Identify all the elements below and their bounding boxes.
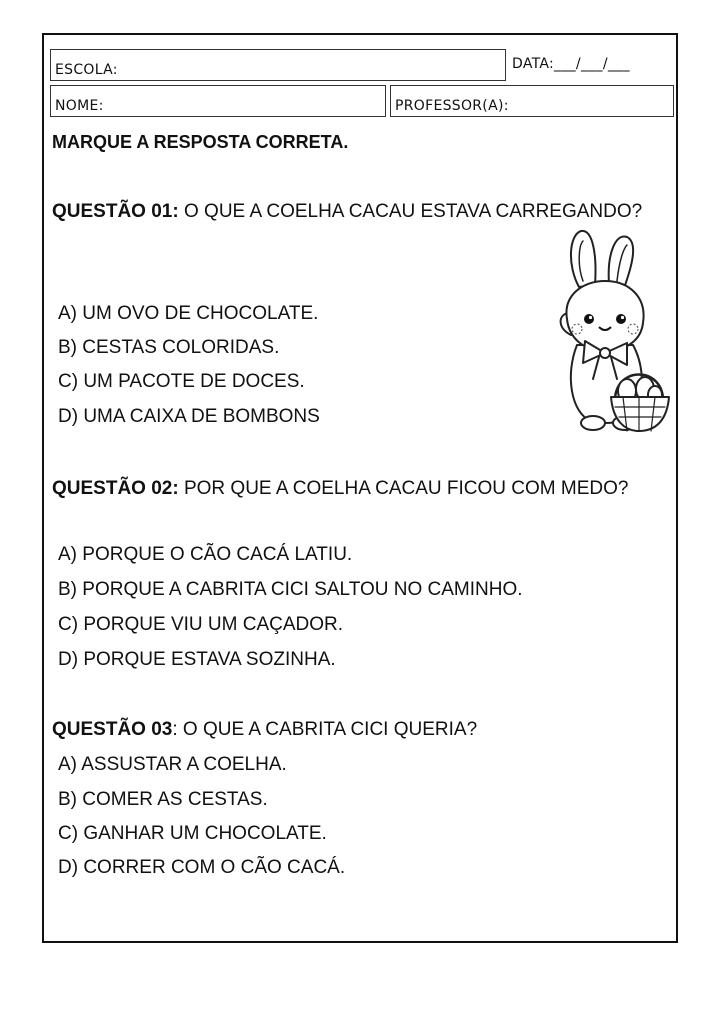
question-2-text: POR QUE A COELHA CACAU FICOU COM MEDO? — [183, 478, 629, 499]
question-1-option-d[interactable]: D) UMA CAIXA DE BOMBONS — [58, 406, 320, 427]
date-label: DATA:___/___/___ — [512, 56, 630, 72]
question-2-option-d[interactable]: D) PORQUE ESTAVA SOZINHA. — [58, 649, 336, 670]
question-3-option-d[interactable]: D) CORRER COM O CÃO CACÁ. — [58, 857, 346, 878]
question-1-option-b[interactable]: B) CESTAS COLORIDAS. — [58, 337, 280, 358]
bunny-with-basket-icon — [549, 225, 671, 445]
date-field[interactable] — [512, 51, 672, 79]
instruction: MARQUE A RESPOSTA CORRETA. — [52, 132, 349, 152]
name-field[interactable] — [50, 85, 386, 117]
question-1-number: QUESTÃO 01: — [52, 201, 179, 222]
question-3-option-b[interactable]: B) COMER AS CESTAS. — [58, 789, 268, 810]
question-1-text: O QUE A COELHA CACAU ESTAVA CARREGANDO? — [183, 201, 643, 222]
teacher-label: PROFESSOR(A): — [395, 98, 509, 114]
question-3-title — [52, 713, 477, 747]
question-1-title — [52, 195, 668, 229]
question-3-option-a[interactable]: A) ASSUSTAR A COELHA. — [58, 754, 287, 775]
worksheet — [42, 33, 678, 943]
question-1-option-c[interactable]: C) UM PACOTE DE DOCES. — [58, 371, 305, 392]
question-2-option-b[interactable]: B) PORQUE A CABRITA CICI SALTOU NO CAMINHO. — [58, 579, 523, 600]
question-1-option-a[interactable]: A) UM OVO DE CHOCOLATE. — [58, 303, 319, 324]
school-label: ESCOLA: — [55, 62, 118, 78]
question-3-number: QUESTÃO 03 — [52, 719, 173, 740]
question-2-option-c[interactable]: C) PORQUE VIU UM CAÇADOR. — [58, 614, 344, 635]
teacher-field[interactable] — [390, 85, 674, 117]
question-2-number: QUESTÃO 02: — [52, 478, 179, 499]
question-2-title — [52, 472, 668, 506]
question-3-option-c[interactable]: C) GANHAR UM CHOCOLATE. — [58, 823, 327, 844]
name-label: NOME: — [55, 98, 104, 114]
school-field[interactable] — [50, 49, 506, 81]
question-2-option-a[interactable]: A) PORQUE O CÃO CACÁ LATIU. — [58, 544, 353, 565]
question-3-text: : O QUE A CABRITA CICI QUERIA? — [172, 719, 478, 740]
